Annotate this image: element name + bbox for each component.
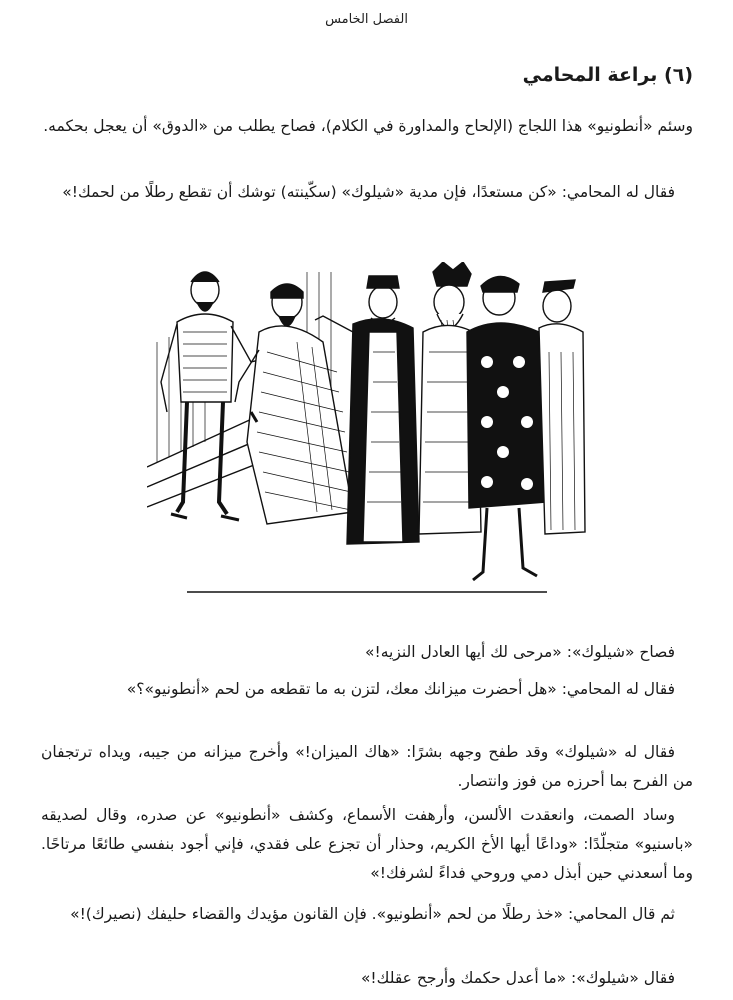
paragraph-6: وساد الصمت، وانعقدت الألسن، وأرهفت الأسماع، وكشف «أنطونيو» عن صدره، وقال لصديقه «باسنيو» متجلّدًا: «وداعًا أيها الأخ الكريم، وحذار أن تجزع على فقدي، فإني أجود بنفسي طائعًا مرتاحًا. وما أسعدني حين أبذل دمي وروحي فداءً لشرفك!»: [41, 806, 693, 882]
paragraph-5: فقال له «شيلوك» وقد طفح وجهه بشرًا: «هاك الميزان!» وأخرج ميزانه من جيبه، ويداه ترتجفان من الفرح بما أحرزه من فوز وانتصار.: [41, 743, 693, 790]
paragraph-2: فقال له المحامي: «كن مستعدًا، فإن مدية «شيلوك» (سكّينته) توشك أن تقطع رطلًا من لحمك!»: [62, 183, 675, 201]
running-header: الفصل الخامس: [325, 12, 408, 27]
paragraph-8: فقال «شيلوك»: «ما أعدل حكمك وأرجح عقلك!»: [360, 969, 675, 987]
paragraph-4: فقال له المحامي: «هل أحضرت ميزانك معك، لتزن به ما تقطعه من لحم «أنطونيو»؟»: [126, 680, 675, 698]
section-title: (٦) براعة المحامي: [522, 64, 693, 86]
paragraph-7: ثم قال المحامي: «خذ رطلًا من لحم «أنطونيو». فإن القانون مؤيدك والقضاء حليفك (نصيرك)!»: [70, 905, 675, 923]
paragraph-3: فصاح «شيلوك»: «مرحى لك أيها العادل النزيه!»: [365, 643, 675, 661]
paragraph-1: وسئم «أنطونيو» هذا اللجاج (الإلحاح والمداورة في الكلام)، فصاح يطلب من «الدوق» أن يعجل بحكمه.: [43, 117, 693, 135]
court-scene-illustration: [147, 262, 587, 598]
court-scene-engraving-icon: [147, 262, 587, 598]
